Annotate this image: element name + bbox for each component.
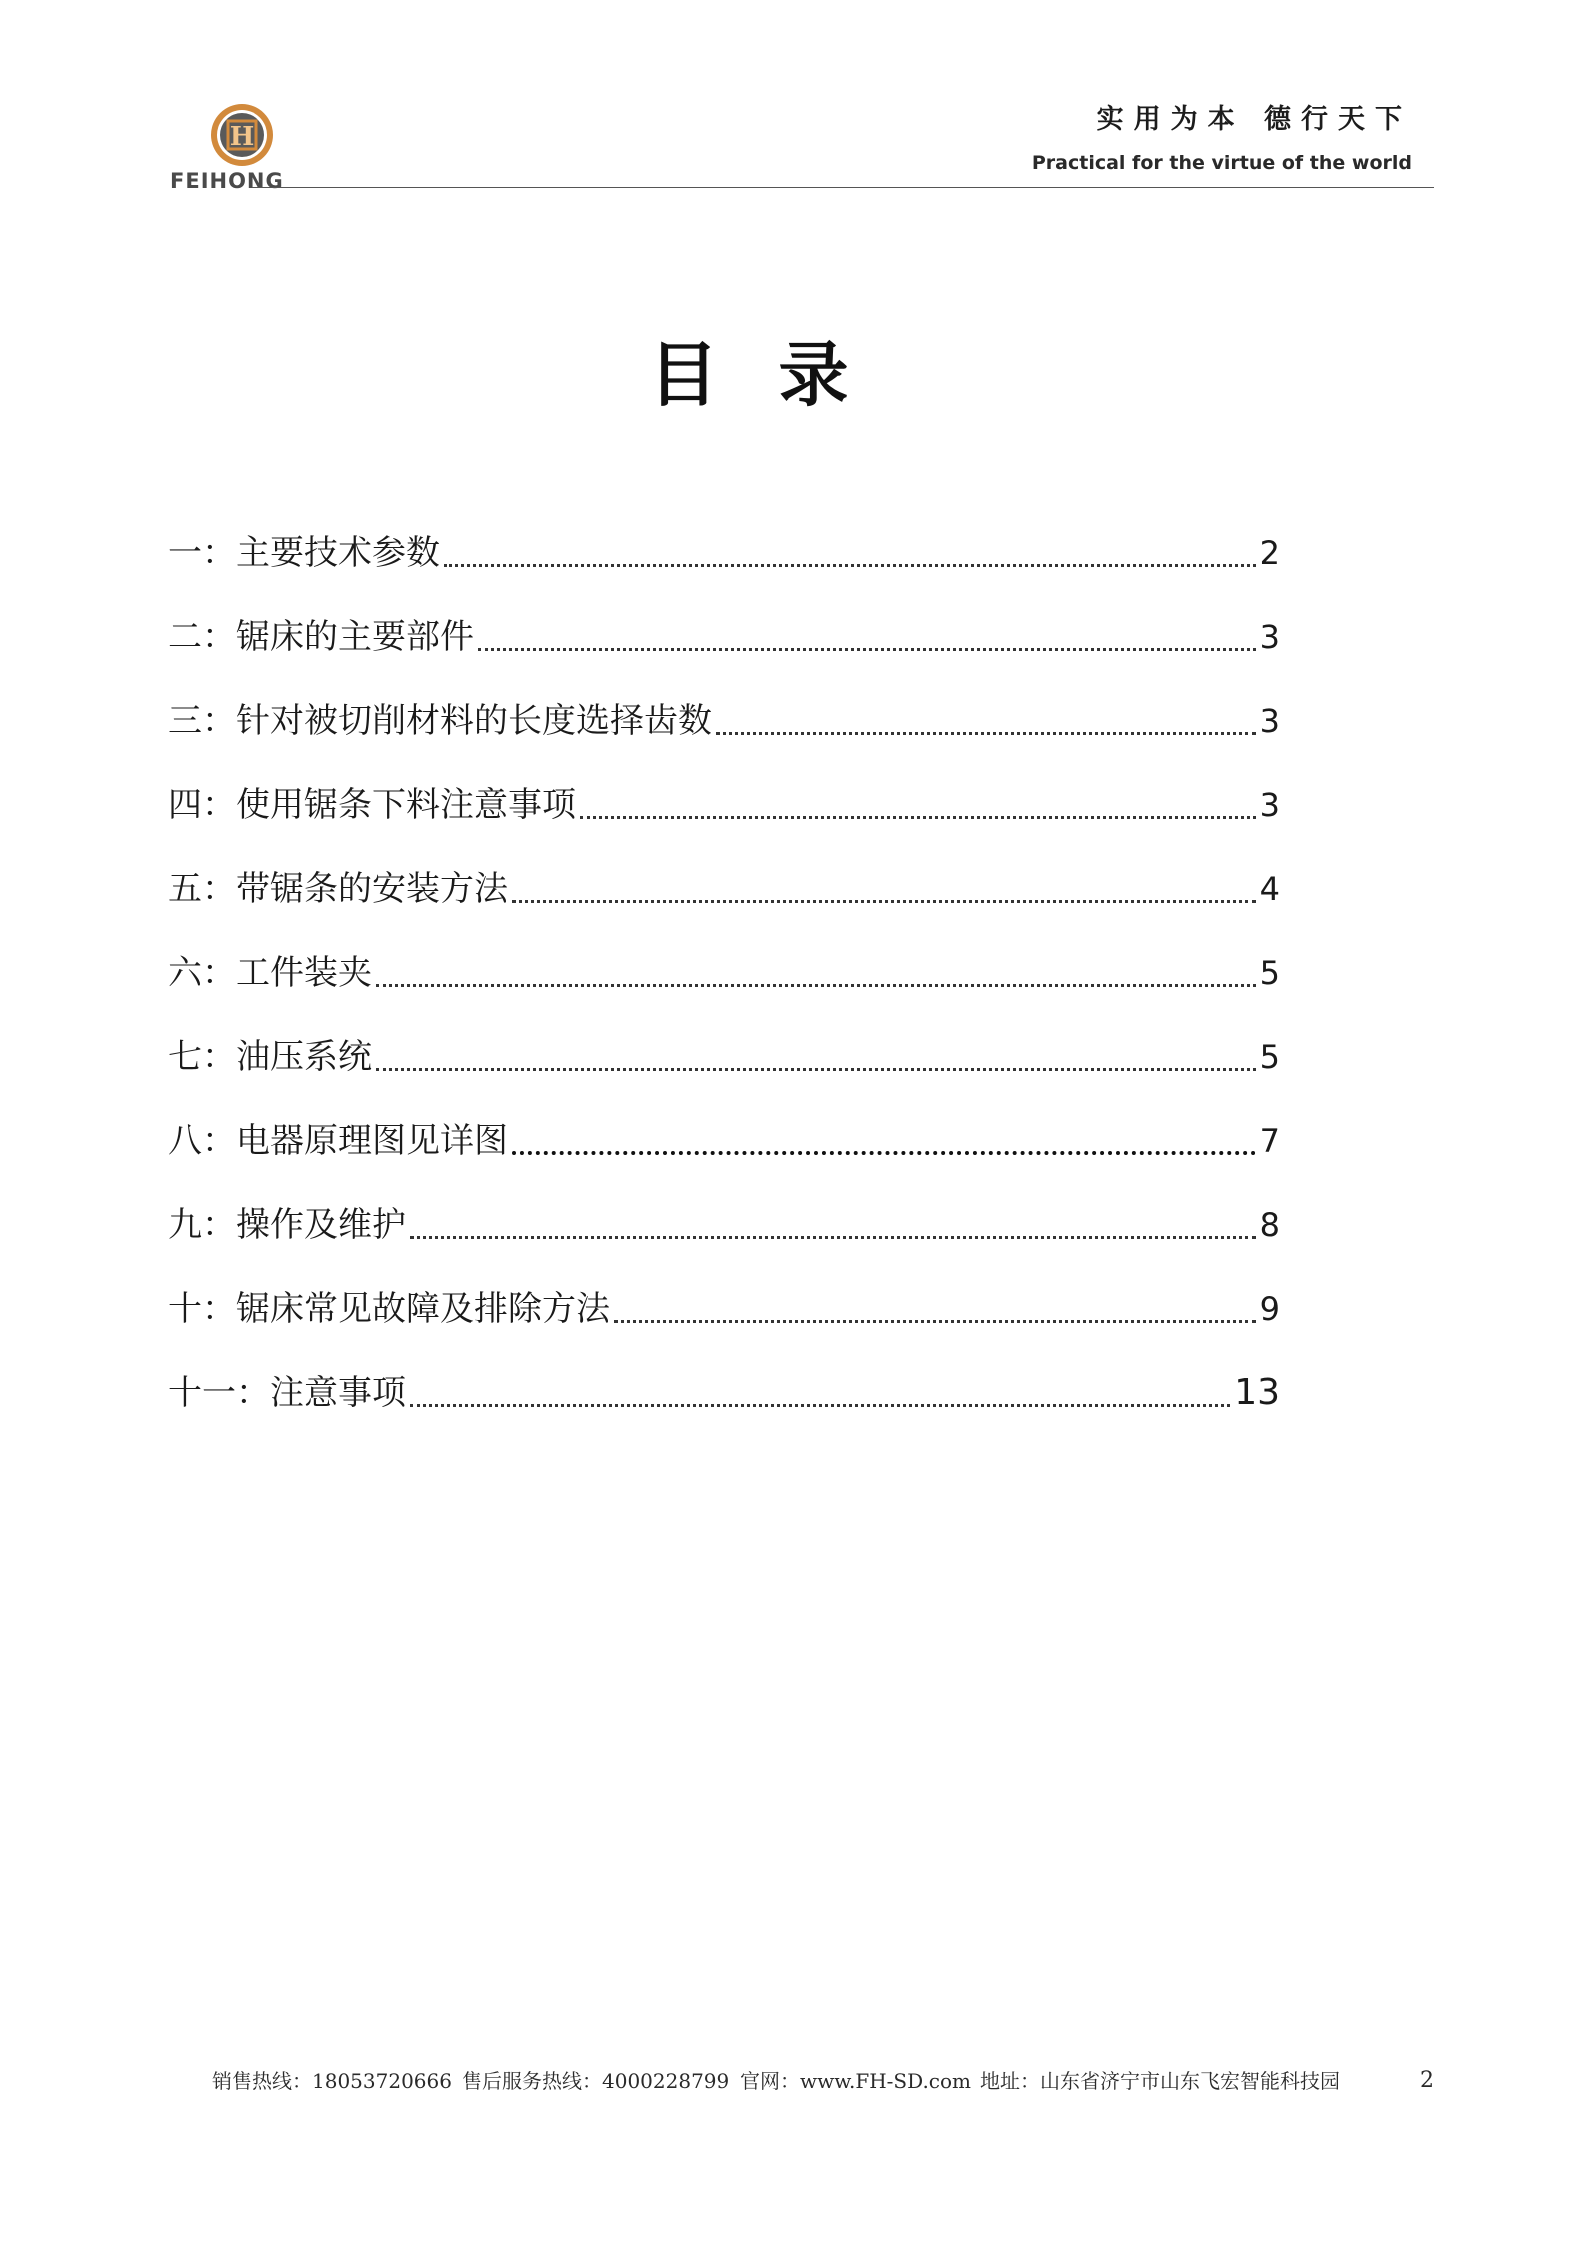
toc-entry[interactable]	[168, 1079, 1280, 1163]
toc-dot-leader	[512, 900, 1256, 903]
toc-entry-label: 十一：注意事项	[168, 1373, 406, 1413]
toc-entry-page: 9	[1259, 1290, 1280, 1328]
page-title: 目录	[648, 333, 909, 416]
company-logo	[168, 98, 324, 193]
toc-dot-leader	[614, 1320, 1256, 1323]
table-of-contents	[168, 491, 1280, 1415]
toc-entry-label: 四：使用锯条下料注意事项	[168, 785, 576, 825]
feihong-emblem-icon	[209, 102, 275, 168]
toc-entry-page: 4	[1259, 870, 1280, 908]
toc-dot-leader	[478, 648, 1256, 651]
toc-entry-page: 7	[1259, 1122, 1280, 1160]
toc-entry-label: 一：主要技术参数	[168, 533, 440, 573]
toc-entry[interactable]	[168, 575, 1280, 659]
page-footer	[212, 2066, 1434, 2096]
toc-entry-label: 六：工件装夹	[168, 953, 372, 993]
toc-dot-leader	[512, 1151, 1256, 1155]
toc-entry-page: 3	[1259, 618, 1280, 656]
svg-text:H: H	[229, 122, 255, 152]
toc-entry-page: 2	[1259, 534, 1280, 572]
footer-service-hotline: 售后服务热线：4000228799	[462, 2069, 730, 2093]
toc-entry-page: 5	[1259, 1038, 1280, 1076]
header-divider	[252, 187, 1434, 188]
toc-entry-page: 3	[1259, 702, 1280, 740]
toc-entry[interactable]	[168, 1331, 1280, 1415]
toc-entry[interactable]	[168, 659, 1280, 743]
header-slogan	[1032, 102, 1412, 174]
toc-dot-leader	[410, 1236, 1256, 1239]
slogan-chinese: 实用为本 德行天下	[1096, 104, 1412, 135]
toc-entry-label: 十：锯床常见故障及排除方法	[168, 1289, 610, 1329]
toc-entry[interactable]	[168, 743, 1280, 827]
toc-entry[interactable]	[168, 995, 1280, 1079]
toc-entry-label: 九：操作及维护	[168, 1205, 406, 1245]
slogan-english: Practical for the virtue of the world	[1031, 152, 1412, 174]
footer-website: 官网：www.FH-SD.com	[740, 2069, 972, 2093]
toc-entry-page: 8	[1259, 1206, 1280, 1244]
footer-address: 地址：山东省济宁市山东飞宏智能科技园	[980, 2069, 1340, 2093]
toc-entry-label: 七：油压系统	[168, 1037, 372, 1077]
toc-dot-leader	[376, 984, 1256, 987]
toc-entry[interactable]	[168, 827, 1280, 911]
toc-entry-label: 三：针对被切削材料的长度选择齿数	[168, 701, 712, 741]
toc-entry-page: 5	[1259, 954, 1280, 992]
toc-entry-label: 五：带锯条的安装方法	[168, 869, 508, 909]
toc-entry[interactable]	[168, 1163, 1280, 1247]
toc-entry-label: 八：电器原理图见详图	[168, 1121, 508, 1161]
toc-dot-leader	[376, 1068, 1256, 1071]
toc-entry-label: 二：锯床的主要部件	[168, 617, 474, 657]
toc-entry-page: 13	[1234, 1372, 1280, 1413]
toc-entry[interactable]	[168, 491, 1280, 575]
toc-entry[interactable]	[168, 911, 1280, 995]
toc-entry-page: 3	[1259, 786, 1280, 824]
page-header	[168, 98, 1434, 193]
toc-dot-leader	[716, 732, 1256, 735]
toc-dot-leader	[410, 1404, 1230, 1407]
footer-sales-hotline: 销售热线：18053720666	[212, 2069, 452, 2093]
toc-dot-leader	[580, 816, 1256, 819]
toc-dot-leader	[444, 564, 1256, 567]
logo-wordmark: FEIHONG	[170, 169, 284, 193]
toc-entry[interactable]	[168, 1247, 1280, 1331]
footer-page-number: 2	[1420, 2068, 1434, 2093]
